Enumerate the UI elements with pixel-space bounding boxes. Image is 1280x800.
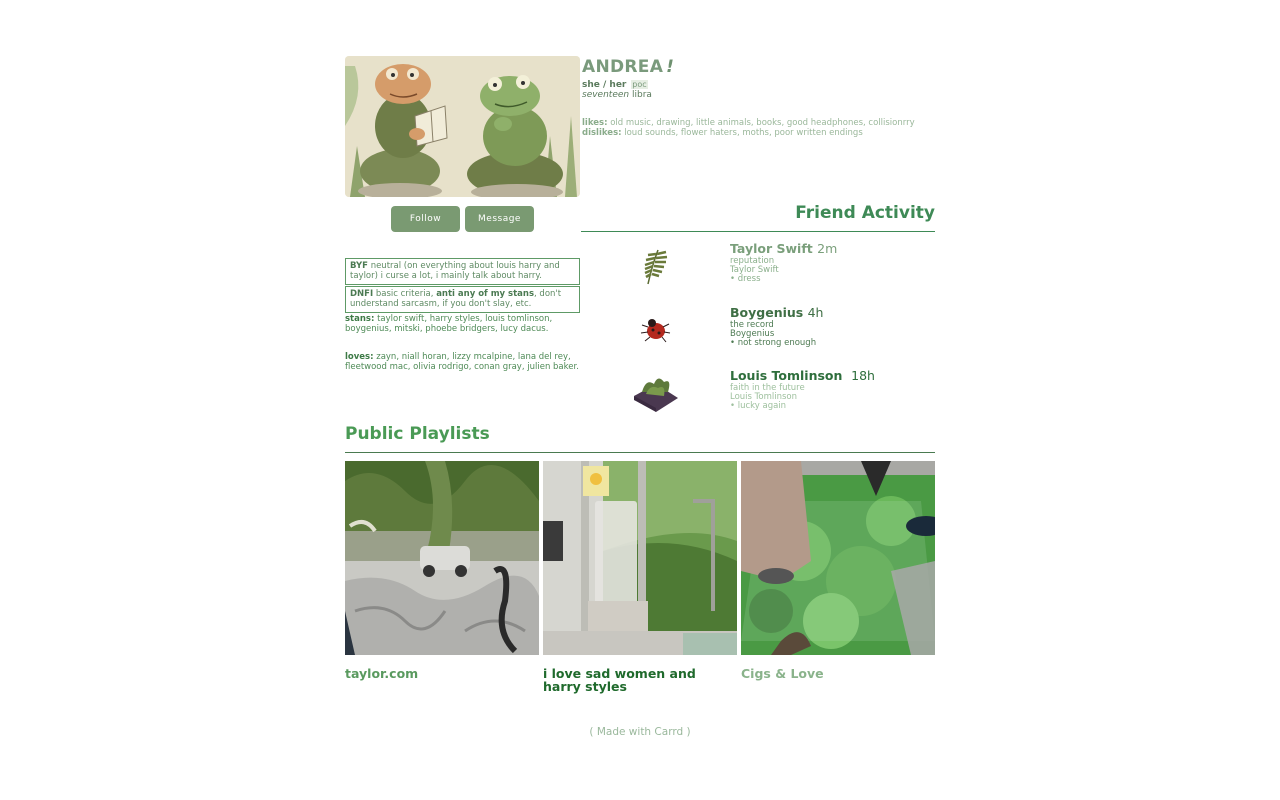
message-button[interactable]: Message [465, 206, 534, 232]
profile-name-mark: ! [666, 57, 675, 77]
follow-button[interactable]: Follow [391, 206, 460, 232]
playlist-name[interactable]: i love sad women and harry styles [543, 666, 696, 694]
playlist-cover-glass-floor [741, 461, 935, 655]
dislikes-text: loud sounds, flower haters, moths, poor written endings [624, 128, 863, 138]
playlist-cover-train [543, 461, 737, 655]
profile-pronouns [582, 80, 648, 90]
profile-age-sign [582, 90, 652, 100]
activity-track: • dress [730, 274, 761, 284]
activity-item[interactable] [730, 241, 935, 284]
profile-name [582, 57, 674, 77]
stans-text: taylor swift, harry styles, louis tomlinson, boygenius, mitski, phoebe bridgers, lucy dacus. [345, 314, 553, 334]
dnfi-box [345, 286, 580, 313]
stans-block [345, 314, 581, 334]
likes-label: likes: [582, 118, 608, 128]
profile-name-text: ANDREA [582, 57, 664, 77]
frog-and-toad-icon [345, 56, 580, 197]
fern-leaf-icon [628, 246, 684, 288]
likes-dislikes [582, 118, 942, 138]
activity-artist-line [730, 368, 935, 384]
activity-artist: Taylor Swift [730, 241, 813, 256]
activity-by: Boygenius [730, 329, 775, 339]
age-text: seventeen [582, 90, 630, 100]
poc-tag: poc [632, 80, 647, 89]
dnfi-text-pre: basic criteria, [375, 289, 434, 299]
playlist-card[interactable] [345, 461, 539, 680]
activity-item[interactable] [730, 305, 935, 348]
loves-text: zayn, niall horan, lizzy mcalpine, lana del rey, fleetwood mac, olivia rodrigo, conan gray, julien baker. [345, 352, 579, 372]
activity-artist: Louis Tomlinson [730, 368, 843, 383]
activity-album: reputation [730, 256, 775, 266]
activity-by: Louis Tomlinson [730, 392, 798, 402]
activity-time: 2m [817, 241, 838, 256]
public-playlists-divider [345, 452, 935, 453]
profile-avatar [345, 56, 580, 197]
likes-text: old music, drawing, little animals, books, good headphones, collisionrry [610, 118, 915, 128]
ladybug-icon [628, 309, 684, 351]
loves-block [345, 352, 581, 372]
stans-label: stans: [345, 314, 375, 324]
playlist-name[interactable]: taylor.com [345, 666, 419, 681]
byf-text: neutral (on everything about louis harry and taylor) i curse a lot, i mainly talk about harry. [350, 261, 560, 281]
dislikes-label: dislikes: [582, 128, 622, 138]
byf-box [345, 258, 580, 285]
playlist-card[interactable] [543, 461, 737, 693]
dnfi-text-post: , don't understand sarcasm, if you don't slay, etc. [350, 289, 562, 309]
friend-activity-title: Friend Activity [795, 203, 935, 223]
likes-line [582, 118, 942, 128]
activity-track: • not strong enough [730, 338, 817, 348]
loves-label: loves: [345, 352, 374, 362]
friend-activity-divider [581, 231, 935, 232]
activity-artist-line [730, 241, 935, 257]
playlist-name[interactable]: Cigs & Love [741, 666, 824, 681]
pronouns-text: she / her [582, 80, 627, 90]
activity-time: 18h [851, 368, 875, 383]
activity-artist: Boygenius [730, 305, 804, 320]
dislikes-line [582, 128, 942, 138]
plant-tray-icon [628, 372, 684, 414]
activity-album: the record [730, 320, 774, 330]
activity-artist-line [730, 305, 935, 321]
activity-by: Taylor Swift [730, 265, 779, 275]
public-playlists-title: Public Playlists [345, 424, 490, 444]
byf-label: BYF [350, 261, 368, 271]
dnfi-text-bold: anti any of my stans [436, 289, 535, 299]
playlist-cover-swirl [345, 461, 539, 655]
activity-track: • lucky again [730, 401, 787, 411]
playlist-card[interactable] [741, 461, 935, 680]
made-with-carrd-link[interactable]: ( Made with Carrd ) [589, 726, 691, 738]
activity-item[interactable] [730, 368, 935, 411]
dnfi-label: DNFI [350, 289, 374, 299]
activity-album: faith in the future [730, 383, 805, 393]
activity-time: 4h [807, 305, 824, 320]
sign-text: libra [631, 90, 652, 100]
